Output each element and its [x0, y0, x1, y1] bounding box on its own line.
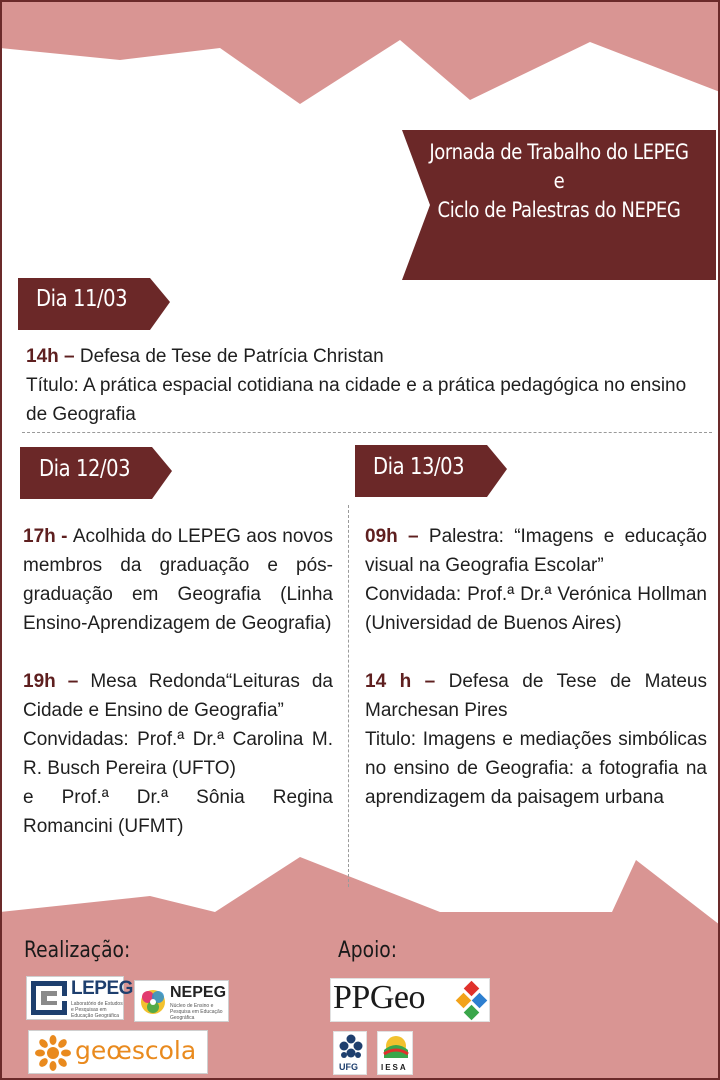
day2-event2-time: 19h –	[23, 671, 91, 692]
day2-content	[23, 522, 333, 841]
realizacao-label: Realização:	[24, 938, 131, 963]
title-line-3: Ciclo de Palestras do NEPEG	[437, 198, 681, 222]
day2-label: Dia 12/03	[39, 456, 131, 482]
day2-event2-text: Mesa Redonda“Leituras da Cidade e Ensino de Geografia”	[23, 671, 333, 721]
day3-event1-time: 09h –	[365, 526, 429, 547]
day3-event2-time: 14 h –	[365, 671, 449, 692]
event-title	[424, 130, 694, 280]
iesa-logo	[377, 1031, 413, 1075]
ufg-mark-icon	[338, 1034, 364, 1060]
horizontal-divider	[22, 432, 712, 433]
apoio-label: Apoio:	[338, 938, 398, 963]
geoescola-name: geœscola	[75, 1036, 197, 1065]
iesa-name: IESA	[381, 1063, 408, 1072]
lepeg-mark-icon	[31, 981, 67, 1015]
day2-event2-guests2: e Prof.ª Dr.ª Sônia Regina Romancini (UFMT)	[23, 787, 333, 837]
day1-label: Dia 11/03	[36, 286, 128, 312]
sun-icon	[35, 1035, 71, 1071]
day1-title: Título: A prática espacial cotidiana na cidade e a prática pedagógica no ensino de Geografia	[26, 375, 687, 425]
lepeg-subtitle: Laboratório de Estudos e Pesquisas em Educação Geográfica	[71, 1001, 123, 1019]
ppgeo-logo	[330, 978, 490, 1022]
day2-event1	[23, 522, 333, 638]
day2-event2-guests1: Convidadas: Prof.ª Dr.ª Carolina M. R. Busch Pereira (UFTO)	[23, 729, 333, 779]
day2-event1-text: Acolhida do LEPEG aos novos membros da graduação e pós-graduação em Geografia (Linha Ensino-Aprendizagem de Geografia)	[23, 526, 333, 634]
day3-event2-text: Defesa de Tese de Mateus Marchesan Pires	[365, 671, 707, 721]
title-line-2: e	[553, 169, 565, 193]
nepeg-logo	[134, 980, 229, 1022]
ufg-name: UFG	[339, 1062, 358, 1072]
day1-time: 14h –	[26, 346, 80, 367]
day3-content	[365, 522, 707, 812]
lepeg-name: LEPEG	[71, 978, 133, 999]
day1-event: Defesa de Tese de Patrícia Christan	[79, 346, 384, 367]
day1-content	[26, 342, 712, 429]
vertical-divider	[348, 505, 349, 887]
day3-label: Dia 13/03	[373, 454, 465, 480]
lepeg-logo	[26, 976, 133, 1020]
day3-event2	[365, 667, 707, 725]
geoescola-logo	[28, 1030, 208, 1074]
day2-event2	[23, 667, 333, 725]
day3-event1	[365, 522, 707, 580]
day3-event1-text: Palestra: “Imagens e educação visual na Geografia Escolar”	[365, 526, 707, 576]
ufg-logo	[333, 1031, 367, 1075]
iesa-mark-icon	[382, 1034, 410, 1062]
ppgeo-name: PPGeo	[333, 979, 425, 1016]
nepeg-name: NEPEG	[170, 984, 227, 1001]
ppgeo-diamonds-icon	[455, 982, 489, 1020]
nepeg-mark-icon	[138, 985, 168, 1019]
title-line-1: Jornada de Trabalho do LEPEG	[429, 140, 689, 164]
day2-event1-time: 17h -	[23, 526, 73, 547]
nepeg-subtitle: Núcleo de Ensino e Pesquisa em Educação Geográfica	[170, 1003, 223, 1021]
day3-event1-guest: Convidada: Prof.ª Dr.ª Verónica Hollman (Universidad de Buenos Aires)	[365, 584, 707, 634]
day3-event2-title: Titulo: Imagens e mediações simbólicas no ensino de Geografia: a fotografia na aprendizagem da paisagem urbana	[365, 729, 707, 808]
